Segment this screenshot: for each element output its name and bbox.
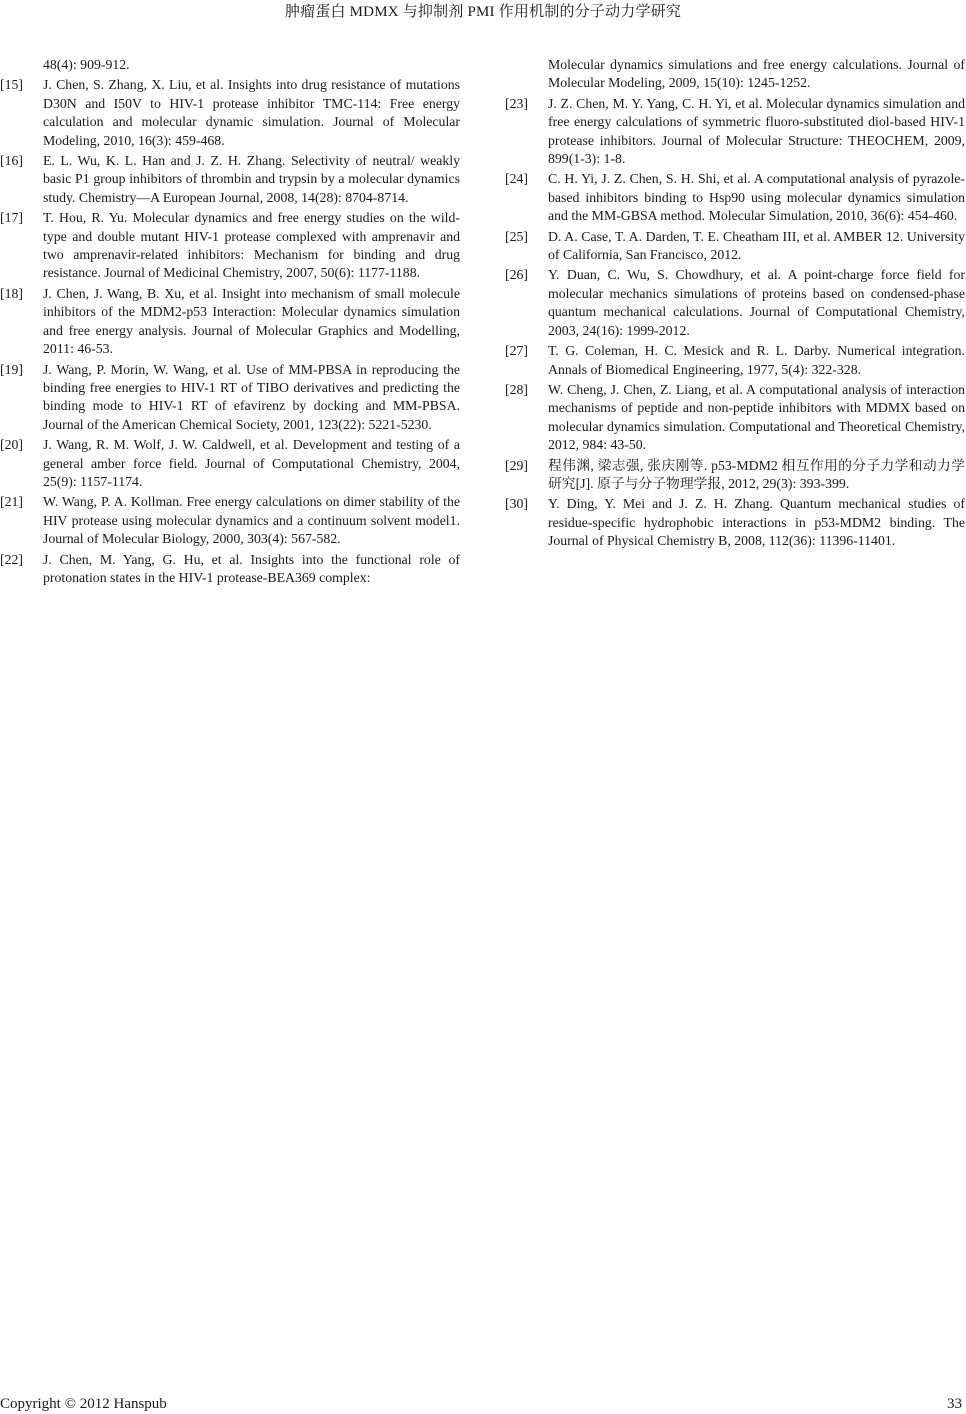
reference-number: [26] <box>505 267 528 283</box>
reference-number: [21] <box>0 494 23 510</box>
reference-text: W. Wang, P. A. Kollman. Free energy calculations on dimer stability of the HIV protease using molecular dynamics and a continuum solvent model1. Journal of Molecular Biology, 2000, 303(4): 567-582. <box>43 494 460 547</box>
page-number: 33 <box>947 1396 962 1412</box>
reference-number: [16] <box>0 153 23 169</box>
reference-text: Y. Duan, C. Wu, S. Chowdhury, et al. A point-charge force field for molecular mechanics simulations of proteins based on condensed-phase quantum mechanical calculations. Journal of Computational Chemistry, 2003, 24(16): 1999-2012. <box>548 267 965 338</box>
reference-text: E. L. Wu, K. L. Han and J. Z. H. Zhang. Selectivity of neutral/ weakly basic P1 group inhibitors of thrombin and trypsin by a molecular dynamics study. Chemistry—A European Journal, 2008, 14(28): 8704-8714. <box>43 153 460 205</box>
reference-number: [17] <box>0 210 23 226</box>
reference-number: [15] <box>0 77 23 93</box>
reference-item <box>505 266 965 340</box>
reference-text: J. Chen, J. Wang, B. Xu, et al. Insight into mechanism of small molecule inhibitors of the MDM2-p53 Interaction: Molecular dynamics simulation and free energy analysis. Journal of Molecular Graphics and Modelling, 2011: 46-53. <box>43 285 460 357</box>
reference-item <box>0 56 460 74</box>
reference-item <box>0 436 460 491</box>
page-footer <box>0 1394 966 1414</box>
reference-item <box>505 228 965 265</box>
reference-item <box>0 551 460 588</box>
reference-text: Molecular dynamics simulations and free energy calculations. Journal of Molecular Modeling, 2009, 15(10): 1245-1252. <box>548 57 965 91</box>
reference-number: [23] <box>505 95 528 111</box>
reference-number: [27] <box>505 343 528 359</box>
reference-text: 48(4): 909-912. <box>43 57 130 72</box>
running-title: 肿瘤蛋白 MDMX 与抑制剂 PMI 作用机制的分子动力学研究 <box>284 4 682 20</box>
reference-item <box>0 285 460 359</box>
reference-item <box>0 361 460 435</box>
reference-item <box>505 457 965 494</box>
reference-text: J. Wang, R. M. Wolf, J. W. Caldwell, et al. Development and testing of a general amber force field. Journal of Computational Chemistry, 2004, 25(9): 1157-1174. <box>43 437 460 489</box>
reference-number: [22] <box>0 551 23 567</box>
reference-text: J. Chen, S. Zhang, X. Liu, et al. Insights into drug resistance of mutations D30N and I50V to HIV-1 protease inhibitor TMC-114: Free energy calculation and molecular dynamic simulation. Journal of Molecular Modeling, 2010, 16(3): 459-468. <box>43 77 460 148</box>
reference-text: J. Chen, M. Yang, G. Hu, et al. Insights into the functional role of protonation states in the HIV-1 protease-BEA369 complex: <box>43 551 460 585</box>
reference-text: W. Cheng, J. Chen, Z. Liang, et al. A computational analysis of interaction mechanisms of peptide and non-peptide inhibitors with MDMX based on molecular dynamics simulation. Computational and Theoretical Chemistry, 2012, 984: 43-50. <box>548 381 965 453</box>
reference-item <box>505 495 965 550</box>
reference-item <box>0 209 460 283</box>
reference-item <box>505 95 965 169</box>
reference-number: [28] <box>505 381 528 397</box>
reference-number: [20] <box>0 437 23 453</box>
reference-item <box>0 76 460 150</box>
reference-text: D. A. Case, T. A. Darden, T. E. Cheatham III, et al. AMBER 12. University of California, San Francisco, 2012. <box>548 228 965 263</box>
reference-text: 程伟渊, 梁志强, 张庆刚等. p53-MDM2 相互作用的分子力学和动力学研究[J]. 原子与分子物理学报, 2012, 29(3): 393-399. <box>548 457 965 491</box>
reference-number: [19] <box>0 361 23 377</box>
reference-number: [18] <box>0 285 23 301</box>
reference-item <box>0 152 460 207</box>
reference-item <box>505 170 965 225</box>
reference-number: [30] <box>505 496 528 512</box>
reference-list-left <box>0 56 460 589</box>
reference-item <box>505 56 965 93</box>
reference-item <box>505 342 965 379</box>
reference-text: T. Hou, R. Yu. Molecular dynamics and free energy studies on the wild-type and double mutant HIV-1 protease complexed with amprenavir and two amprenavir-related inhibitors: Mechanism for binding and drug resistance. Journal of Medicinal Chemistry, 2007, 50(6): 1177-1188. <box>43 210 460 281</box>
copyright-notice: Copyright © 2012 Hanspub <box>0 1396 167 1412</box>
reference-number: [24] <box>505 171 528 187</box>
reference-text: Y. Ding, Y. Mei and J. Z. H. Zhang. Quantum mechanical studies of residue-specific hydrophobic interactions in p53-MDM2 binding. The Journal of Physical Chemistry B, 2008, 112(36): 11396-11401. <box>548 496 965 549</box>
reference-number: [29] <box>505 457 528 473</box>
reference-text: C. H. Yi, J. Z. Chen, S. H. Shi, et al. A computational analysis of pyrazole-based inhibitors binding to Hsp90 using molecular dynamics simulation and the MM-GBSA method. Molecular Simulation, 2010, 36(6): 454-460. <box>548 171 965 224</box>
reference-text: T. G. Coleman, H. C. Mesick and R. L. Darby. Numerical integration. Annals of Biomedical Engineering, 1977, 5(4): 322-328. <box>548 343 965 377</box>
reference-list-right <box>505 56 965 553</box>
reference-item <box>505 381 965 455</box>
reference-text: J. Z. Chen, M. Y. Yang, C. H. Yi, et al. Molecular dynamics simulation and free energy calculations of symmetric fluoro-substituted diol-based HIV-1 protease inhibitors. Journal of Molecular Structure: THEOCHEM, 2009, 899(1-3): 1-8. <box>548 95 965 167</box>
reference-item <box>0 493 460 548</box>
reference-text: J. Wang, P. Morin, W. Wang, et al. Use of MM-PBSA in reproducing the binding free energies to HIV-1 RT of TIBO derivatives and predicting the binding mode to HIV-1 RT of efavirenz by docking and MM-PBSA. Journal of the American Chemical Society, 2001, 123(22): 5221-5230. <box>43 361 460 432</box>
reference-number: [25] <box>505 228 528 244</box>
